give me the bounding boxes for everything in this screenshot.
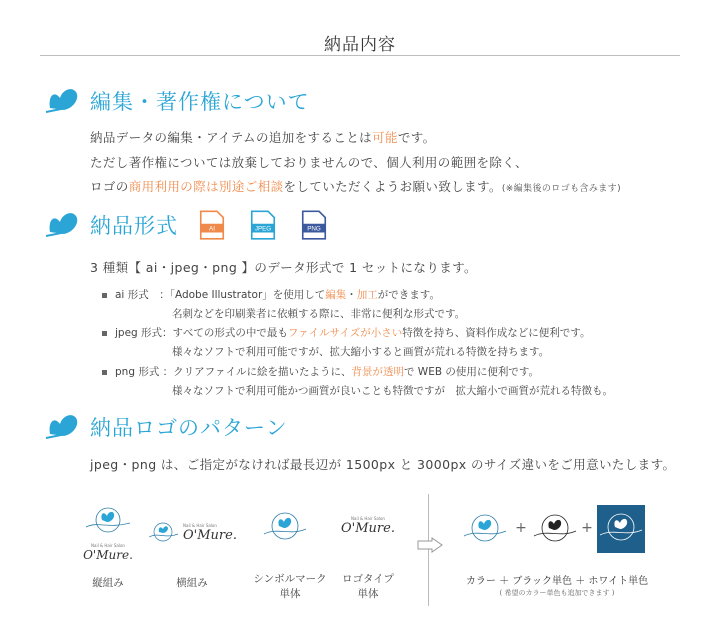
- caption-color-note: ( 希望のカラー単色も追加できます ): [499, 589, 615, 597]
- patterns-intro: jpeg・png は、ご指定がなければ最長辺が 1500px と 3000px のサイズ違いをご用意いたします。: [90, 457, 676, 472]
- logo-white: [597, 505, 645, 553]
- section-heading-format: [46, 210, 332, 240]
- butterfly-icon: [46, 412, 82, 442]
- plus-sign: +: [581, 520, 593, 536]
- bullet-ai-line2: 名刺などを印刷業者に依頼する際に、非常に便利な形式です。: [172, 308, 466, 320]
- logotype: O'Mure.: [83, 548, 133, 562]
- butterfly-icon: [46, 210, 82, 240]
- logo-black: [532, 512, 578, 548]
- ai-file-icon: [194, 210, 230, 240]
- text-line: ロゴの商用利用の際は別途ご相談をしていただくようお願い致します。(※編集後のロゴも含みます): [90, 179, 621, 194]
- symbol-mark: [78, 505, 138, 539]
- symbol-mark: [462, 512, 508, 548]
- bullet-marker: [102, 331, 107, 336]
- text-line: ただし著作権については放棄しておりませんので、個人利用の範囲を除く、: [90, 155, 528, 170]
- bullet-marker: [102, 293, 107, 298]
- symbol-mark: [532, 512, 578, 548]
- arrow-right-icon: [417, 537, 443, 553]
- bullet-marker: [102, 370, 107, 375]
- section-title: 納品形式: [90, 214, 178, 238]
- file-icon-label: JPEG: [254, 225, 272, 233]
- section-title: 編集・著作権について: [90, 90, 310, 114]
- file-icon-label: PNG: [307, 225, 321, 233]
- symbol-mark: [262, 510, 308, 546]
- logo-color: [462, 512, 508, 548]
- brand-sub: Nail & Hair Salon: [91, 543, 125, 548]
- section-title: 納品ロゴのパターン: [90, 416, 288, 440]
- logo-horizontal: [146, 518, 246, 548]
- brand-sub: Nail & Hair Salon: [183, 523, 217, 528]
- bullet-ai: ai 形式 ：「Adobe Illustrator」を使用して編集・加工ができます。: [102, 287, 440, 302]
- file-icon-label: AI: [209, 225, 215, 233]
- section-heading-editing: [46, 86, 310, 116]
- section-heading-patterns: [46, 412, 288, 442]
- logo-vertical: [78, 505, 138, 563]
- format-intro: 3 種類【 ai・jpeg・png 】のデータ形式で 1 セットになります。: [90, 260, 477, 275]
- brand-sub: Nail & Hair Salon: [351, 516, 385, 521]
- bullet-jpeg: jpeg 形式：すべての形式の中で最もファイルサイズが小さい特徴を持ち、資料作成などに便利です。: [102, 325, 590, 340]
- caption-vertical: 縦組み: [92, 577, 124, 589]
- bullet-png: png 形式 ：クリアファイルに絵を描いたように、背景が透明で WEB の使用に便利です。: [102, 364, 539, 379]
- caption-symbol: シンボルマーク 単体: [253, 573, 327, 600]
- page-title: 納品内容: [324, 35, 396, 55]
- logo-symbol-only: [262, 510, 308, 546]
- plus-sign: +: [515, 520, 527, 536]
- logo-logotype-only: [337, 516, 399, 546]
- jpeg-file-icon: [245, 210, 281, 240]
- bullet-jpeg-line2: 様々なソフトで利用可能ですが、拡大縮小すると画質が荒れる特徴を持ちます。: [172, 346, 550, 358]
- title-rule: [40, 55, 680, 56]
- text-line: 納品データの編集・アイテムの追加をすることは可能です。: [90, 130, 436, 145]
- symbol-mark: [146, 521, 180, 545]
- symbol-mark: [597, 505, 645, 553]
- png-file-icon: [296, 210, 332, 240]
- logotype: O'Mure.: [341, 521, 395, 536]
- caption-logotype: ロゴタイプ 単体: [342, 573, 394, 600]
- bullet-png-line2: 様々なソフトで利用可能かつ画質が良いことも特徴ですが 拡大縮小で画質が荒れる特徴も。: [172, 385, 613, 397]
- logotype: O'Mure.: [183, 528, 237, 543]
- caption-horizontal: 横組み: [176, 577, 208, 589]
- butterfly-icon: [46, 86, 82, 116]
- caption-color-variants: カラー ＋ ブラック単色 ＋ ホワイト単色: [465, 576, 649, 587]
